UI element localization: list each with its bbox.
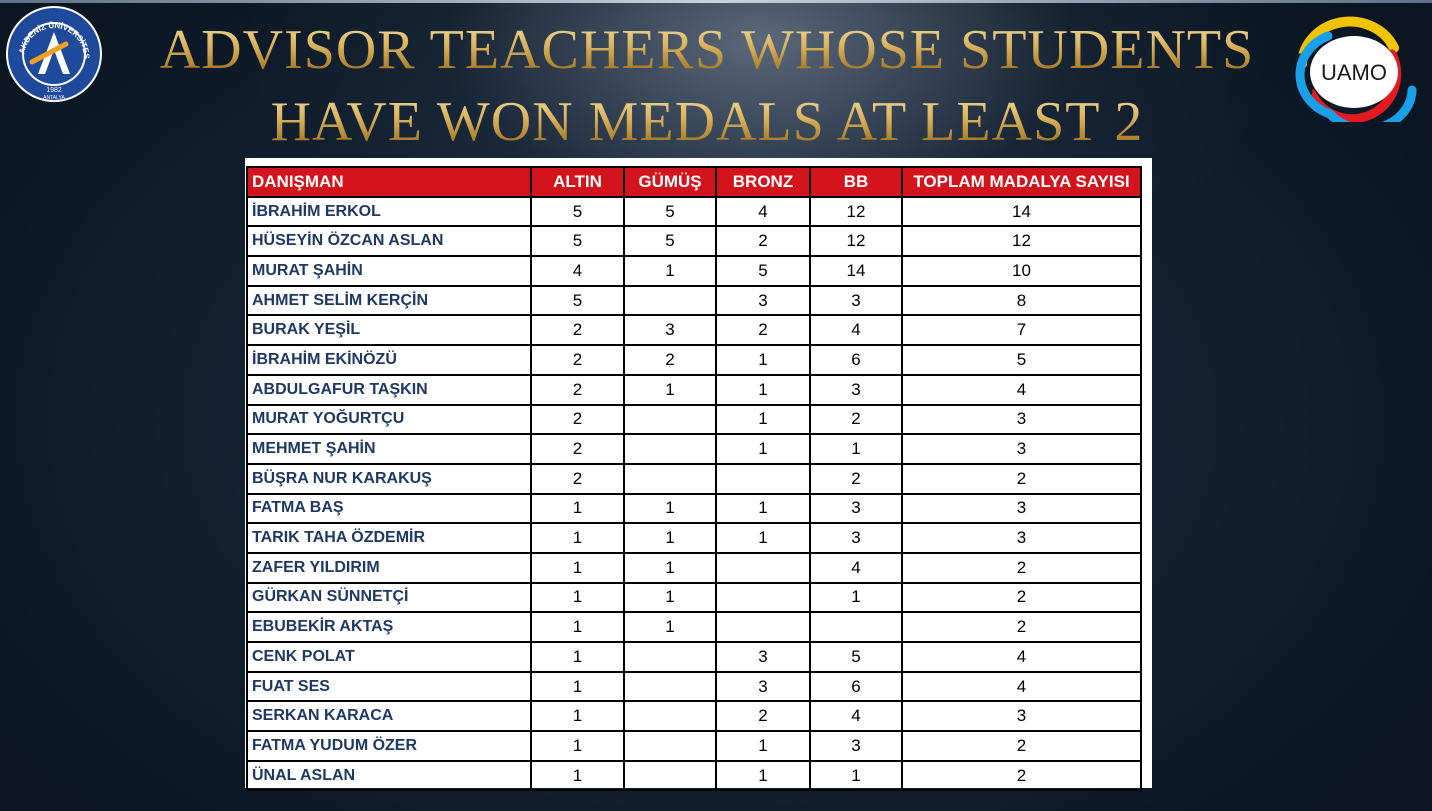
- cell-toplam: 2: [902, 583, 1141, 613]
- cell-bb: 2: [810, 405, 902, 435]
- cell-advisor-name: BÜŞRA NUR KARAKUŞ: [247, 464, 531, 494]
- cell-gumus: [624, 731, 716, 761]
- table-row: [247, 256, 1141, 286]
- cell-bronz: 1: [716, 375, 810, 405]
- cell-gumus: 5: [624, 197, 716, 227]
- cell-altin: 1: [531, 701, 624, 731]
- cell-toplam: 4: [902, 642, 1141, 672]
- table-row: [247, 315, 1141, 345]
- cell-bronz: 1: [716, 345, 810, 375]
- title-line-2: HAVE WON MEDALS AT LEAST 2: [0, 86, 1432, 158]
- cell-advisor-name: İBRAHİM EKİNÖZÜ: [247, 345, 531, 375]
- cell-toplam: 2: [902, 553, 1141, 583]
- cell-altin: 5: [531, 197, 624, 227]
- cell-advisor-name: SERKAN KARACA: [247, 701, 531, 731]
- cell-bb: 1: [810, 583, 902, 613]
- table-row: [247, 375, 1141, 405]
- cell-gumus: 1: [624, 375, 716, 405]
- cell-advisor-name: AHMET SELİM KERÇİN: [247, 286, 531, 316]
- cell-altin: 1: [531, 523, 624, 553]
- cell-bb: 3: [810, 286, 902, 316]
- cell-bronz: 3: [716, 642, 810, 672]
- cell-advisor-name: FATMA YUDUM ÖZER: [247, 731, 531, 761]
- cell-advisor-name: GÜRKAN SÜNNETÇİ: [247, 583, 531, 613]
- table-row: [247, 553, 1141, 583]
- cell-toplam: 10: [902, 256, 1141, 286]
- cell-gumus: [624, 405, 716, 435]
- cell-gumus: 1: [624, 612, 716, 642]
- cell-bronz: 5: [716, 256, 810, 286]
- table-header-row: [247, 167, 1141, 197]
- cell-advisor-name: MURAT YOĞURTÇU: [247, 405, 531, 435]
- cell-bronz: 1: [716, 731, 810, 761]
- cell-gumus: 1: [624, 494, 716, 524]
- cell-altin: 1: [531, 553, 624, 583]
- cell-advisor-name: EBUBEKİR AKTAŞ: [247, 612, 531, 642]
- cell-toplam: 2: [902, 464, 1141, 494]
- cell-altin: 1: [531, 761, 624, 791]
- cell-bronz: 4: [716, 197, 810, 227]
- cell-advisor-name: ÜNAL ASLAN: [247, 761, 531, 791]
- cell-altin: 5: [531, 226, 624, 256]
- cell-bronz: 2: [716, 701, 810, 731]
- table-row: [247, 701, 1141, 731]
- cell-bronz: 2: [716, 315, 810, 345]
- cell-advisor-name: CENK POLAT: [247, 642, 531, 672]
- cell-bb: 6: [810, 672, 902, 702]
- header-danisman: DANIŞMAN: [247, 167, 531, 197]
- cell-altin: 2: [531, 405, 624, 435]
- table-row: [247, 523, 1141, 553]
- cell-toplam: 7: [902, 315, 1141, 345]
- cell-toplam: 3: [902, 405, 1141, 435]
- cell-gumus: 1: [624, 256, 716, 286]
- cell-bb: 4: [810, 553, 902, 583]
- cell-toplam: 3: [902, 434, 1141, 464]
- table-row: [247, 672, 1141, 702]
- medal-table-container: [245, 158, 1152, 788]
- cell-bronz: 1: [716, 434, 810, 464]
- cell-gumus: [624, 672, 716, 702]
- cell-bronz: [716, 553, 810, 583]
- header-bb: BB: [810, 167, 902, 197]
- cell-toplam: 3: [902, 701, 1141, 731]
- cell-bb: 14: [810, 256, 902, 286]
- cell-altin: 2: [531, 464, 624, 494]
- table-row: [247, 612, 1141, 642]
- cell-toplam: 3: [902, 523, 1141, 553]
- cell-altin: 1: [531, 494, 624, 524]
- header-toplam: TOPLAM MADALYA SAYISI: [902, 167, 1141, 197]
- cell-bronz: 1: [716, 494, 810, 524]
- uamo-logo-text: UAMO: [1321, 60, 1387, 85]
- cell-gumus: 5: [624, 226, 716, 256]
- cell-bb: 4: [810, 701, 902, 731]
- table-row: [247, 642, 1141, 672]
- cell-toplam: 8: [902, 286, 1141, 316]
- table-row: [247, 286, 1141, 316]
- cell-gumus: 3: [624, 315, 716, 345]
- cell-toplam: 14: [902, 197, 1141, 227]
- table-row: [247, 761, 1141, 791]
- header-gumus: GÜMÜŞ: [624, 167, 716, 197]
- cell-altin: 2: [531, 375, 624, 405]
- cell-gumus: [624, 286, 716, 316]
- cell-bb: 3: [810, 731, 902, 761]
- cell-altin: 2: [531, 434, 624, 464]
- cell-bronz: [716, 612, 810, 642]
- cell-bb: 5: [810, 642, 902, 672]
- cell-altin: 1: [531, 612, 624, 642]
- cell-advisor-name: TARIK TAHA ÖZDEMİR: [247, 523, 531, 553]
- cell-advisor-name: HÜSEYİN ÖZCAN ASLAN: [247, 226, 531, 256]
- cell-bb: 12: [810, 197, 902, 227]
- cell-altin: 4: [531, 256, 624, 286]
- cell-advisor-name: ABDULGAFUR TAŞKIN: [247, 375, 531, 405]
- cell-gumus: [624, 642, 716, 672]
- cell-bb: 12: [810, 226, 902, 256]
- cell-toplam: 4: [902, 672, 1141, 702]
- cell-bronz: 1: [716, 405, 810, 435]
- cell-toplam: 12: [902, 226, 1141, 256]
- cell-bronz: [716, 464, 810, 494]
- cell-gumus: [624, 761, 716, 791]
- top-border-line: [0, 0, 1432, 3]
- cell-toplam: 5: [902, 345, 1141, 375]
- cell-advisor-name: BURAK YEŞİL: [247, 315, 531, 345]
- cell-bb: 1: [810, 761, 902, 791]
- cell-gumus: [624, 464, 716, 494]
- cell-altin: 1: [531, 583, 624, 613]
- cell-altin: 2: [531, 315, 624, 345]
- cell-bronz: 2: [716, 226, 810, 256]
- cell-bb: 3: [810, 375, 902, 405]
- cell-bb: 1: [810, 434, 902, 464]
- cell-bronz: 1: [716, 523, 810, 553]
- cell-gumus: 2: [624, 345, 716, 375]
- cell-bronz: 3: [716, 286, 810, 316]
- cell-bb: [810, 612, 902, 642]
- table-row: [247, 226, 1141, 256]
- cell-advisor-name: ZAFER YILDIRIM: [247, 553, 531, 583]
- cell-altin: 1: [531, 642, 624, 672]
- cell-bb: 4: [810, 315, 902, 345]
- table-row: [247, 464, 1141, 494]
- table-body: [247, 197, 1141, 791]
- uamo-logo: [1272, 14, 1432, 122]
- table-row: [247, 494, 1141, 524]
- table-row: [247, 434, 1141, 464]
- cell-gumus: [624, 701, 716, 731]
- cell-bb: 6: [810, 345, 902, 375]
- cell-bronz: [716, 583, 810, 613]
- cell-advisor-name: MEHMET ŞAHİN: [247, 434, 531, 464]
- title-line-1: ADVISOR TEACHERS WHOSE STUDENTS: [0, 14, 1432, 86]
- cell-toplam: 2: [902, 761, 1141, 791]
- cell-toplam: 3: [902, 494, 1141, 524]
- cell-advisor-name: MURAT ŞAHİN: [247, 256, 531, 286]
- cell-bronz: 1: [716, 761, 810, 791]
- cell-advisor-name: İBRAHİM ERKOL: [247, 197, 531, 227]
- cell-advisor-name: FUAT SES: [247, 672, 531, 702]
- table-row: [247, 405, 1141, 435]
- table-row: [247, 345, 1141, 375]
- table-row: [247, 197, 1141, 227]
- cell-gumus: 1: [624, 523, 716, 553]
- cell-bb: 3: [810, 494, 902, 524]
- medal-table: [246, 166, 1142, 791]
- cell-bronz: 3: [716, 672, 810, 702]
- cell-altin: 5: [531, 286, 624, 316]
- cell-advisor-name: FATMA BAŞ: [247, 494, 531, 524]
- cell-bb: 3: [810, 523, 902, 553]
- table-row: [247, 583, 1141, 613]
- header-bronz: BRONZ: [716, 167, 810, 197]
- cell-altin: 2: [531, 345, 624, 375]
- cell-gumus: 1: [624, 553, 716, 583]
- cell-toplam: 2: [902, 731, 1141, 761]
- cell-gumus: [624, 434, 716, 464]
- cell-gumus: 1: [624, 583, 716, 613]
- cell-bb: 2: [810, 464, 902, 494]
- table-row: [247, 731, 1141, 761]
- cell-toplam: 2: [902, 612, 1141, 642]
- cell-altin: 1: [531, 731, 624, 761]
- page-title: [0, 14, 1432, 158]
- header-altin: ALTIN: [531, 167, 624, 197]
- cell-toplam: 4: [902, 375, 1141, 405]
- cell-altin: 1: [531, 672, 624, 702]
